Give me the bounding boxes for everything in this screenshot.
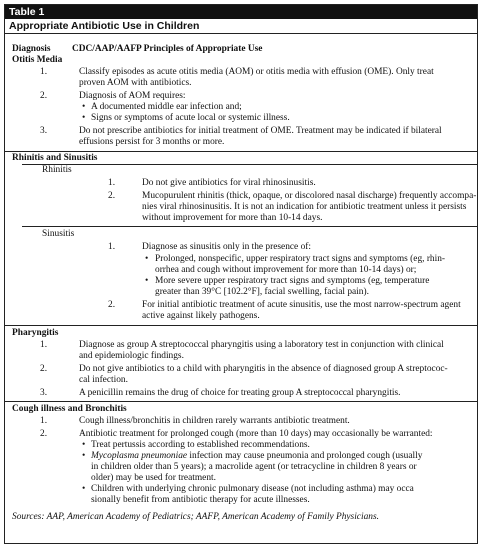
sources-note: Sources: AAP, American Academy of Pediatrics; AAFP, American Academy of Family Physicians. (12, 512, 379, 522)
item-text: effusions persist for 3 months or more. (79, 137, 225, 147)
bullet-text: sionally benefit from antibiotic therapy for acute illnesses. (91, 495, 310, 505)
section-divider (5, 325, 477, 326)
item-text: active against likely pathogens. (142, 311, 260, 321)
item-text: Classify episodes as acute otitis media (AOM) or otitis media with effusion (OME). Only treat (79, 67, 434, 77)
item-number: 1. (40, 67, 48, 77)
item-number: 3. (40, 126, 48, 136)
bullet-icon: • (145, 254, 149, 264)
table-label: Table 1 (5, 5, 477, 19)
bullet-text: Signs or symptoms of acute local or systemic illness. (91, 113, 290, 123)
item-text: without improvement for more than 10-14 days. (142, 213, 323, 223)
organism-name: Mycoplasma pneumoniae (91, 451, 188, 461)
item-text: cal infection. (79, 375, 128, 385)
subsection-label-sinusitis: Sinusitis (42, 229, 75, 239)
item-number: 1. (108, 242, 116, 252)
section-heading-cough: Cough illness and Bronchitis (12, 404, 127, 414)
bullet-icon: • (82, 440, 86, 450)
bullet-icon: • (82, 102, 86, 112)
item-number: 2. (40, 429, 48, 439)
bullet-text: Mycoplasma pneumoniae infection may cause pneumonia and prolonged cough (usually (91, 451, 423, 461)
item-text: For initial antibiotic treatment of acute sinusitis, use the most narrow-spectrum agent (142, 300, 461, 310)
subsection-label-rhinitis: Rhinitis (42, 165, 72, 175)
item-text: nies viral rhinosinusitis. It is not an indication for antibiotic treatment unless it persists (142, 202, 467, 212)
bullet-text: orrhea and cough without improvement for more than 10-14 days) or; (155, 265, 417, 275)
item-text: Diagnose as sinusitis only in the presence of: (142, 242, 311, 252)
item-number: 3. (40, 388, 48, 398)
item-number: 1. (40, 340, 48, 350)
bullet-icon: • (82, 113, 86, 123)
bullet-text: A documented middle ear infection and; (91, 102, 242, 112)
item-number: 2. (40, 91, 48, 101)
item-text: A penicillin remains the drug of choice for treating group A streptococcal pharyngitis. (79, 388, 401, 398)
item-number: 1. (108, 178, 116, 188)
section-divider (5, 401, 477, 402)
item-text: Do not prescribe antibiotics for initial treatment of OME. Treatment may be indicated if bilateral (79, 126, 442, 136)
item-text: proven AOM with antibiotics. (79, 78, 192, 88)
item-number: 2. (108, 300, 116, 310)
bullet-text: Treat pertussis according to established recommendations. (91, 440, 310, 450)
bullet-icon: • (145, 276, 149, 286)
table-title: Appropriate Antibiotic Use in Children (9, 20, 200, 32)
bullet-text: More severe upper respiratory tract signs and symptoms (eg, temperature (155, 276, 430, 286)
item-number: 2. (40, 364, 48, 374)
item-text: Do not give antibiotics for viral rhinosinusitis. (142, 178, 316, 188)
section-divider (22, 164, 477, 165)
item-number: 2. (108, 191, 116, 201)
item-text: and epidemiologic findings. (79, 351, 184, 361)
column-header-diagnosis: Diagnosis (12, 44, 51, 54)
item-text: Mucopurulent rhinitis (thick, opaque, or discolored nasal discharge) frequently accompa- (142, 191, 477, 201)
item-text: Cough illness/bronchitis in children rarely warrants antibiotic treatment. (79, 416, 350, 426)
section-heading-otitis: Otitis Media (12, 55, 63, 65)
title-divider (5, 33, 477, 34)
section-divider (22, 226, 477, 227)
item-text: Diagnose as group A streptococcal pharyngitis using a laboratory test in conjunction with clinical (79, 340, 444, 350)
section-heading-rhinitis-sinusitis: Rhinitis and Sinusitis (12, 153, 98, 163)
bullet-text: older) may be used for treatment. (91, 473, 216, 483)
section-divider (5, 151, 477, 152)
bullet-icon: • (82, 451, 86, 461)
item-number: 1. (40, 416, 48, 426)
bullet-icon: • (82, 484, 86, 494)
column-header-principles: CDC/AAP/AAFP Principles of Appropriate Use (72, 44, 263, 54)
bullet-text: greater than 39°C [102.2°F], facial swelling, facial pain). (155, 287, 369, 297)
item-text: Diagnosis of AOM requires: (79, 91, 186, 101)
item-text: Antibiotic treatment for prolonged cough (more than 10 days) may occasionally be warranted: (79, 429, 433, 439)
bullet-text: in children older than 5 years); a macrolide agent (or tetracycline in children 8 years or (91, 462, 417, 472)
bullet-text: Children with underlying chronic pulmonary disease (not including asthma) may occa (91, 484, 414, 494)
item-text: Do not give antibiotics to a child with pharyngitis in the absence of diagnosed group A streptococ- (79, 364, 448, 374)
bullet-text: Prolonged, nonspecific, upper respiratory tract signs and symptoms (eg, rhin- (155, 254, 446, 264)
section-heading-pharyngitis: Pharyngitis (12, 328, 59, 338)
